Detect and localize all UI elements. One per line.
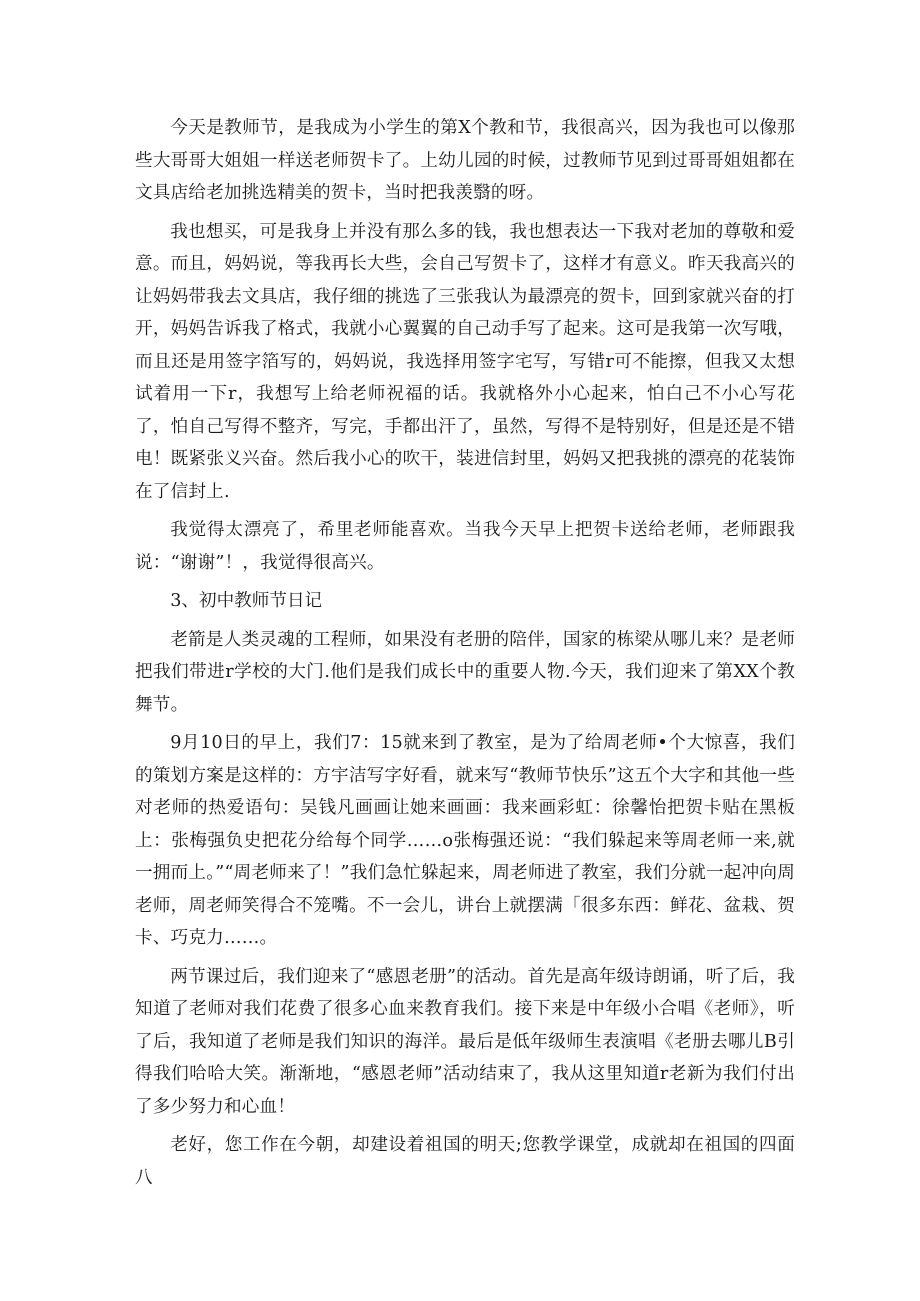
paragraph-1: 今天是教师节，是我成为小学生的第X个教和节，我很高兴，因为我也可以像那些大哥哥大姐姐一样送老师贺卡了。上幼儿园的时候，过教师节见到过哥哥姐姐都在文具店给老加挑选精美的贺卡，当时把我羡翳的呀。 [135,118,795,203]
paragraph-5: 9月10日的早上，我们7：15就来到了教室，是为了给周老师•个大惊喜，我们的策划方案是这样的：方宇洁写字好看，就来写“教师节快乐”这五个大字和其他一些对老师的热爱语句：吴钱凡画画让她来画画：我来画彩虹：徐馨怡把贺卡贴在黑板上：张梅强负史把花分给每个同学……o张梅强还说：“我们躲起来等周老师一来,就一拥而上。”“周老师来了！”我们急忙躲起来，周老师进了教室，我们分就一起冲向周老师，周老师笑得合不笼嘴。不一会儿，讲台上就摆满「很多东西：鲜花、盆栽、贺卡、巧克力……。 [135,733,795,948]
paragraph-2: 我也想买，可是我身上并没有那么多的钱，我也想表达一下我对老加的尊敬和爱意。而且，妈妈说，等我再长大些，会自己写贺卡了，这样才有意义。昨天我高兴的让妈妈带我去文具店，我仔细的挑选了三张我认为最漂亮的贺卡，回到家就兴奋的打开，妈妈告诉我了格式，我就小心翼翼的自己动手写了起来。这可是我第一次写哦，而且还是用签字箔写的，妈妈说，我选择用签字宅写，写错r可不能擦，但我又太想试着用一下r，我想写上给老师祝福的话。我就格外小心起来，怕白己不小心写花了，怕自己写得不整齐，写完，手都出汗了，虽然，写得不是特别好，但是还是不错电！既紧张义兴奋。然后我小心的吹干，装进信封里，妈妈又把我挑的漂亮的花装饰在了信封上. [135,221,795,502]
document-body [135,112,795,1194]
paragraph-6: 两节课过后，我们迎来了“感恩老册”的活动。首先是高年级诗朗诵，听了后，我知道了老师对我们花费了很多心血来教育我们。接下来是中年级小合唱《老师》，听了后，我知道了老师是我们知识的海洋。最后是低年级师生表演唱《老册去哪儿B引得我们哈哈大笑。渐渐地，“感恩老师”活动结束了，我从这里知道r老新为我们付出了多少努力和心血！ [135,966,795,1117]
paragraph-4: 老箭是人类灵魂的工程师，如果没有老册的陪伴，国家的栋梁从哪儿来？是老师把我们带进r学校的大门.他们是我们成长中的重要人物.今天，我们迎来了第XX个教舞节。 [135,629,795,715]
paragraph-3: 我觉得太漂亮了，希里老师能喜欢。当我今天早上把贺卡送给老师，老师跟我说：“谢谢”！，我觉得很高兴。 [135,520,795,573]
section-heading: 3、初中教师节日记 [170,591,323,611]
paragraph-7: 老好，您工作在今朝，却建设着祖国的明天;您教学课堂，成就却在祖国的四面八 [135,1135,795,1188]
